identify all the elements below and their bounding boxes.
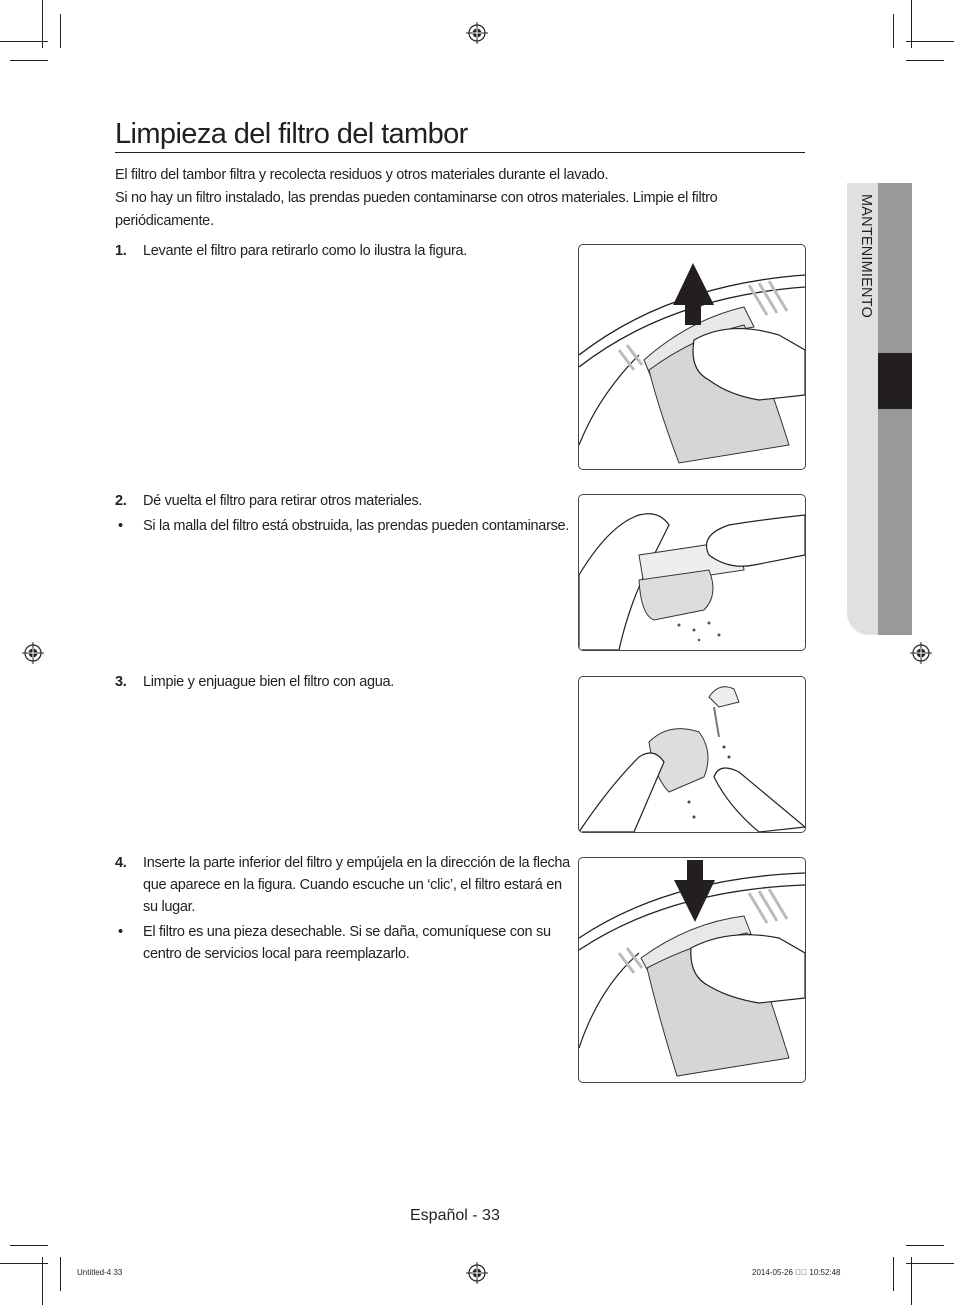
crop-mark — [60, 1257, 61, 1291]
crop-mark — [0, 1263, 48, 1264]
print-slug-file: Untitled-4 33 — [77, 1268, 123, 1277]
step-text: su lugar. — [143, 899, 196, 915]
side-tab-text: MANTENIMIENTO — [858, 194, 874, 318]
crop-mark — [0, 41, 48, 42]
title-underline — [115, 152, 805, 153]
step-number: 1. — [115, 243, 127, 259]
intro-line: periódicamente. — [115, 213, 214, 229]
side-tab-marker — [878, 353, 912, 409]
intro-line: El filtro del tambor filtra y recolecta residuos y otros materiales durante el lavado. — [115, 167, 609, 183]
page-title: Limpieza del filtro del tambor — [115, 118, 468, 150]
crop-mark — [893, 1257, 894, 1291]
crop-mark — [906, 1263, 954, 1264]
crop-mark — [906, 41, 954, 42]
bullet-symbol: • — [118, 518, 123, 534]
registration-mark-icon — [910, 642, 932, 664]
crop-mark — [906, 1245, 944, 1246]
registration-mark-icon — [22, 642, 44, 664]
bullet-symbol: • — [118, 924, 123, 940]
page-number: Español - 33 — [410, 1207, 500, 1224]
step-text: Limpie y enjuague bien el filtro con agua. — [143, 674, 394, 690]
figure-lift-filter — [578, 244, 806, 470]
crop-mark — [10, 1245, 48, 1246]
registration-mark-icon — [466, 1262, 488, 1284]
step-number: 4. — [115, 855, 127, 871]
figure-rinse-filter — [578, 676, 806, 833]
crop-mark — [42, 1257, 43, 1305]
intro-line: Si no hay un filtro instalado, las prendas pueden contaminarse con otros materiales. Limpie el filtro — [115, 190, 718, 206]
print-slug-timestamp: 2014-05-26 ￿￿ 10:52:48 — [752, 1268, 841, 1277]
side-tab-label — [846, 194, 876, 344]
bullet-text: Si la malla del filtro está obstruida, las prendas pueden contaminarse. — [143, 518, 570, 534]
crop-mark — [42, 0, 43, 48]
crop-mark — [906, 60, 944, 61]
registration-mark-icon — [466, 22, 488, 44]
crop-mark — [911, 0, 912, 48]
step-number: 2. — [115, 493, 127, 509]
figure-insert-filter — [578, 857, 806, 1083]
bullet-text: El filtro es una pieza desechable. Si se daña, comuníquese con su — [143, 924, 551, 940]
figure-turn-filter — [578, 494, 806, 651]
crop-mark — [911, 1257, 912, 1305]
bullet-text: centro de servicios local para reemplazarlo. — [143, 946, 410, 962]
crop-mark — [60, 14, 61, 48]
step-text: Dé vuelta el filtro para retirar otros materiales. — [143, 493, 423, 509]
side-tab-strip — [878, 183, 912, 635]
crop-mark — [893, 14, 894, 48]
crop-mark — [10, 60, 48, 61]
step-text: que aparece en la figura. Cuando escuche un ‘clic’, el filtro estará en — [143, 877, 562, 893]
step-text: Inserte la parte inferior del filtro y empújela en la dirección de la flecha — [143, 855, 570, 871]
step-number: 3. — [115, 674, 127, 690]
step-text: Levante el filtro para retirarlo como lo ilustra la figura. — [143, 243, 468, 259]
